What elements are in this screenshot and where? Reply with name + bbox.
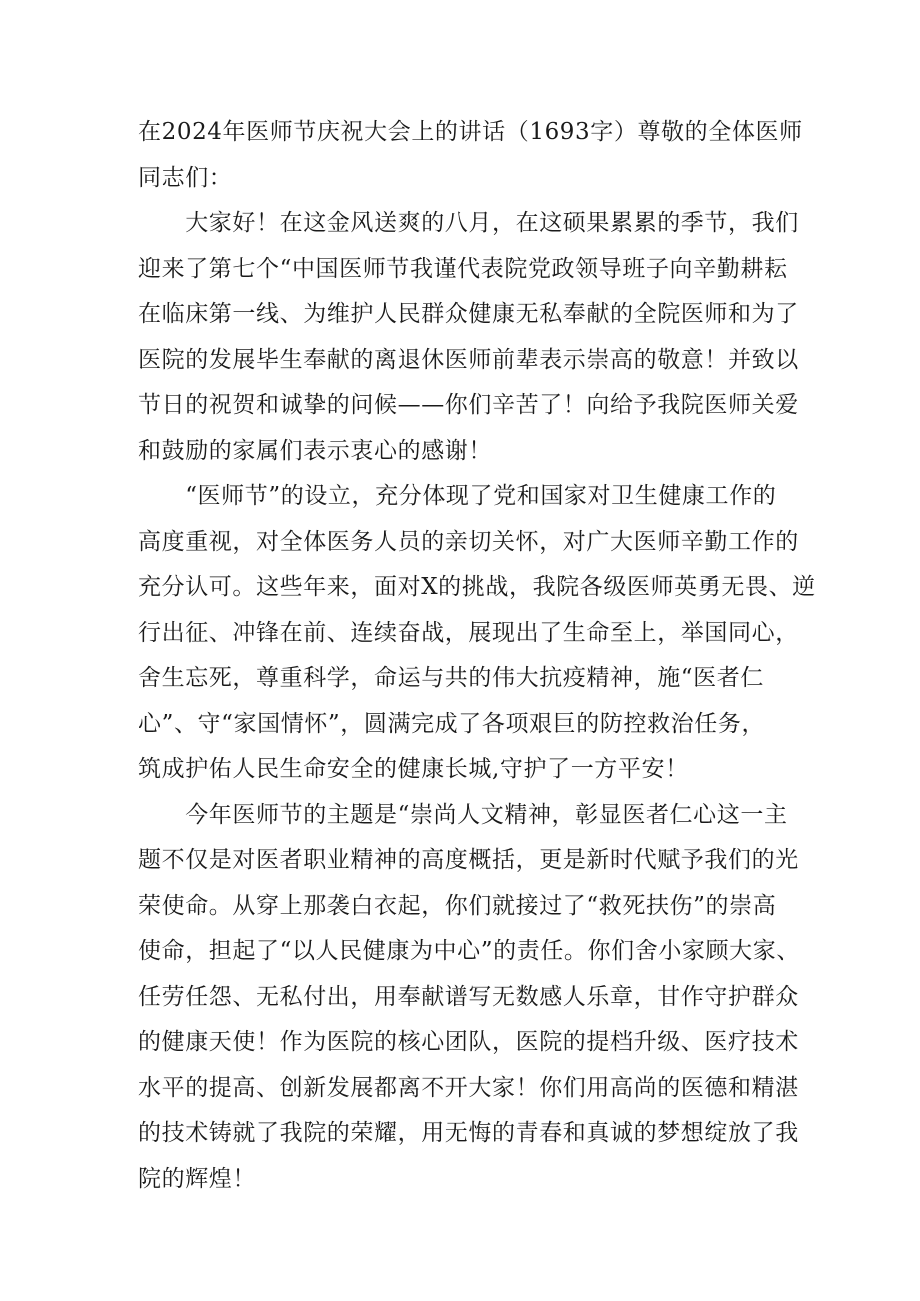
- paragraph-2-line-1: “医师节”的设立，充分体现了党和国家对卫生健康工作的: [138, 483, 777, 509]
- paragraph-3-line-8: 的技术铸就了我院的荣耀，用无悔的青春和真诚的梦想绽放了我: [138, 1120, 799, 1146]
- speech-text: [138, 110, 816, 1202]
- paragraph-3-line-7: 水平的提高、创新发展都离不开大家！你们用高尚的医德和精湛: [138, 1074, 799, 1101]
- paragraph-2-line-2: 高度重视，对全体医务人员的亲切关怀，对广大医师辛勤工作的: [138, 528, 799, 555]
- paragraph-1-line-2: 迎来了第七个“中国医师节我谨代表院党政领导班子向辛勤耕耘: [138, 255, 788, 282]
- paragraph-3-line-3: 荣使命。从穿上那袭白衣起，你们就接过了“救死扶伤”的崇高: [138, 892, 777, 919]
- paragraph-3-line-9: 院的辉煌！: [138, 1165, 256, 1192]
- paragraph-3-line-4: 使命，担起了“以人民健康为中心”的责任。你们舍小家顾大家、: [138, 938, 800, 964]
- paragraph-1-line-6: 和鼓励的家属们表示衷心的感谢！: [138, 437, 492, 464]
- paragraph-1-line-1: 大家好！在这金风送爽的八月，在这硕果累累的季节，我们: [138, 210, 799, 236]
- paragraph-3-line-2: 题不仅是对医者职业精神的高度概括，更是新时代赋予我们的光: [138, 847, 799, 873]
- paragraph-2-line-7: 筑成护佑人民生命安全的健康长城,守护了一方平安！: [138, 756, 689, 782]
- paragraph-2-line-6: 心”、守“家国情怀”，圆满完成了各项艰巨的防控救治任务，: [138, 710, 766, 737]
- paragraph-3-line-6: 的健康天使！作为医院的核心团队，医院的提档升级、医疗技术: [138, 1029, 799, 1055]
- title-line: 在2024年医师节庆祝大会上的讲话（1693字）尊敬的全体医师: [138, 119, 803, 145]
- paragraph-2-line-4: 行出征、冲锋在前、连续奋战，展现出了生命至上，举国同心，: [138, 619, 799, 646]
- paragraph-1-line-3: 在临床第一线、为维护人民群众健康无私奉献的全院医师和为了: [138, 301, 799, 327]
- paragraph-1-line-4: 医院的发展毕生奉献的离退休医师前辈表示崇高的敬意！并致以: [138, 346, 799, 373]
- salutation-line: 同志们：: [138, 164, 233, 191]
- paragraph-1-line-5: 节日的祝贺和诚挚的问候——你们辛苦了！向给予我院医师关爱: [138, 392, 799, 418]
- paragraph-3-line-1: 今年医师节的主题是“崇尚人文精神，彰显医者仁心这一主: [138, 801, 788, 828]
- paragraph-2-line-5: 舍生忘死，尊重科学，命运与共的伟大抗疫精神，施“医者仁: [138, 665, 764, 691]
- paragraph-3-line-5: 任劳任怨、无私付出，用奉献谱写无数感人乐章，甘作守护群众: [138, 983, 799, 1010]
- paragraph-2-line-3: 充分认可。这些年来，面对X的挑战，我院各级医师英勇无畏、逆: [138, 574, 816, 600]
